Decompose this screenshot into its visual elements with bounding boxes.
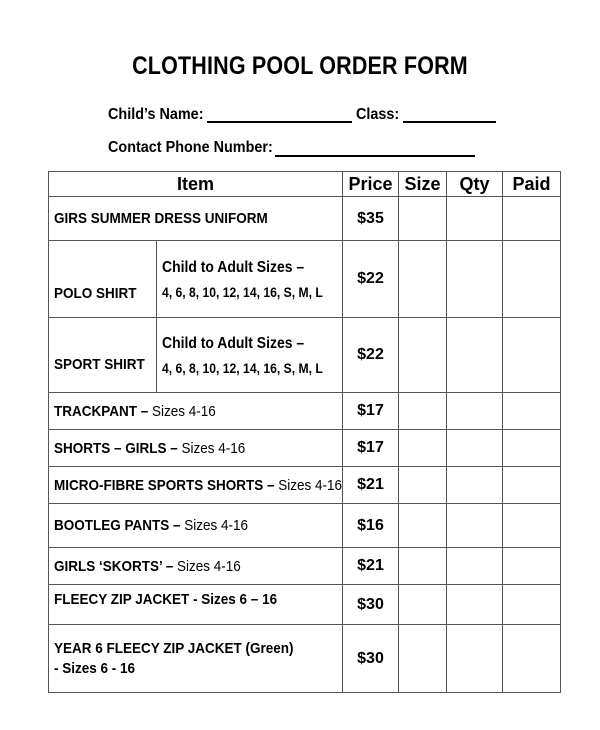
child-name-label: Child’s Name: — [108, 106, 204, 123]
header-paid: Paid — [503, 172, 561, 197]
size-cell[interactable] — [399, 318, 447, 393]
qty-cell[interactable] — [447, 548, 503, 585]
paid-cell[interactable] — [503, 504, 561, 548]
qty-cell[interactable] — [447, 241, 503, 318]
sizes-heading: Child to Adult Sizes – — [162, 334, 305, 352]
size-cell[interactable] — [399, 393, 447, 430]
table-row — [49, 393, 561, 430]
item-price: $30 — [343, 585, 399, 625]
item-name: MICRO-FIBRE SPORTS SHORTS – Sizes 4-16 — [49, 467, 343, 504]
table-row — [49, 467, 561, 504]
qty-cell[interactable] — [447, 504, 503, 548]
item-name: SPORT SHIRT — [49, 318, 157, 393]
header-qty: Qty — [447, 172, 503, 197]
item-name: TRACKPANT – Sizes 4-16 — [49, 393, 343, 430]
item-price: $30 — [343, 625, 399, 693]
paid-cell[interactable] — [503, 585, 561, 625]
child-name-row — [108, 106, 214, 124]
size-cell[interactable] — [399, 467, 447, 504]
table-row — [49, 548, 561, 585]
sizes-heading: Child to Adult Sizes – — [162, 258, 305, 276]
size-cell[interactable] — [399, 241, 447, 318]
table-header-row — [49, 172, 561, 197]
item-name-line1: YEAR 6 FLEECY ZIP JACKET (Green) — [54, 640, 294, 657]
header-size: Size — [399, 172, 447, 197]
item-name: FLEECY ZIP JACKET - Sizes 6 – 16 — [49, 585, 343, 625]
form-title: CLOTHING POOL ORDER FORM — [132, 52, 468, 80]
item-price: $17 — [343, 430, 399, 467]
item-name — [49, 625, 343, 693]
paid-cell[interactable] — [503, 548, 561, 585]
table-row — [49, 585, 561, 625]
qty-cell[interactable] — [447, 467, 503, 504]
order-table — [48, 171, 561, 693]
table-row — [49, 197, 561, 241]
size-cell[interactable] — [399, 504, 447, 548]
header-item: Item — [49, 172, 343, 197]
item-name-line2: - Sizes 6 - 16 — [54, 660, 136, 677]
item-name: BOOTLEG PANTS – Sizes 4-16 — [49, 504, 343, 548]
item-name: GIRLS ‘SKORTS’ – Sizes 4-16 — [49, 548, 343, 585]
paid-cell[interactable] — [503, 241, 561, 318]
paid-cell[interactable] — [503, 393, 561, 430]
class-row — [356, 106, 404, 124]
item-price: $17 — [343, 393, 399, 430]
item-name: POLO SHIRT — [49, 241, 157, 318]
sizes-list: 4, 6, 8, 10, 12, 14, 16, S, M, L — [162, 360, 323, 376]
paid-cell[interactable] — [503, 625, 561, 693]
header-price: Price — [343, 172, 399, 197]
qty-cell[interactable] — [447, 625, 503, 693]
item-name: SHORTS – GIRLS – Sizes 4-16 — [49, 430, 343, 467]
size-cell[interactable] — [399, 625, 447, 693]
paid-cell[interactable] — [503, 318, 561, 393]
paid-cell[interactable] — [503, 197, 561, 241]
size-cell[interactable] — [399, 548, 447, 585]
qty-cell[interactable] — [447, 430, 503, 467]
size-cell[interactable] — [399, 585, 447, 625]
phone-row — [108, 139, 291, 157]
item-price: $21 — [343, 467, 399, 504]
phone-label: Contact Phone Number: — [108, 139, 273, 156]
class-label: Class: — [356, 106, 400, 123]
item-price: $21 — [343, 548, 399, 585]
item-name: GIRS SUMMER DRESS UNIFORM — [49, 197, 343, 241]
qty-cell[interactable] — [447, 585, 503, 625]
size-cell[interactable] — [399, 430, 447, 467]
table-row — [49, 318, 561, 393]
sizes-list: 4, 6, 8, 10, 12, 14, 16, S, M, L — [162, 284, 323, 300]
table-row — [49, 241, 561, 318]
item-price: $22 — [343, 241, 399, 318]
table-row — [49, 625, 561, 693]
qty-cell[interactable] — [447, 318, 503, 393]
size-cell[interactable] — [399, 197, 447, 241]
paid-cell[interactable] — [503, 430, 561, 467]
class-field[interactable] — [403, 121, 496, 123]
table-row — [49, 430, 561, 467]
item-price: $16 — [343, 504, 399, 548]
child-name-field[interactable] — [207, 121, 352, 123]
table-row — [49, 504, 561, 548]
paid-cell[interactable] — [503, 467, 561, 504]
qty-cell[interactable] — [447, 393, 503, 430]
item-price: $35 — [343, 197, 399, 241]
qty-cell[interactable] — [447, 197, 503, 241]
item-sizes — [157, 241, 343, 318]
phone-field[interactable] — [275, 155, 475, 157]
item-sizes — [157, 318, 343, 393]
item-price: $22 — [343, 318, 399, 393]
